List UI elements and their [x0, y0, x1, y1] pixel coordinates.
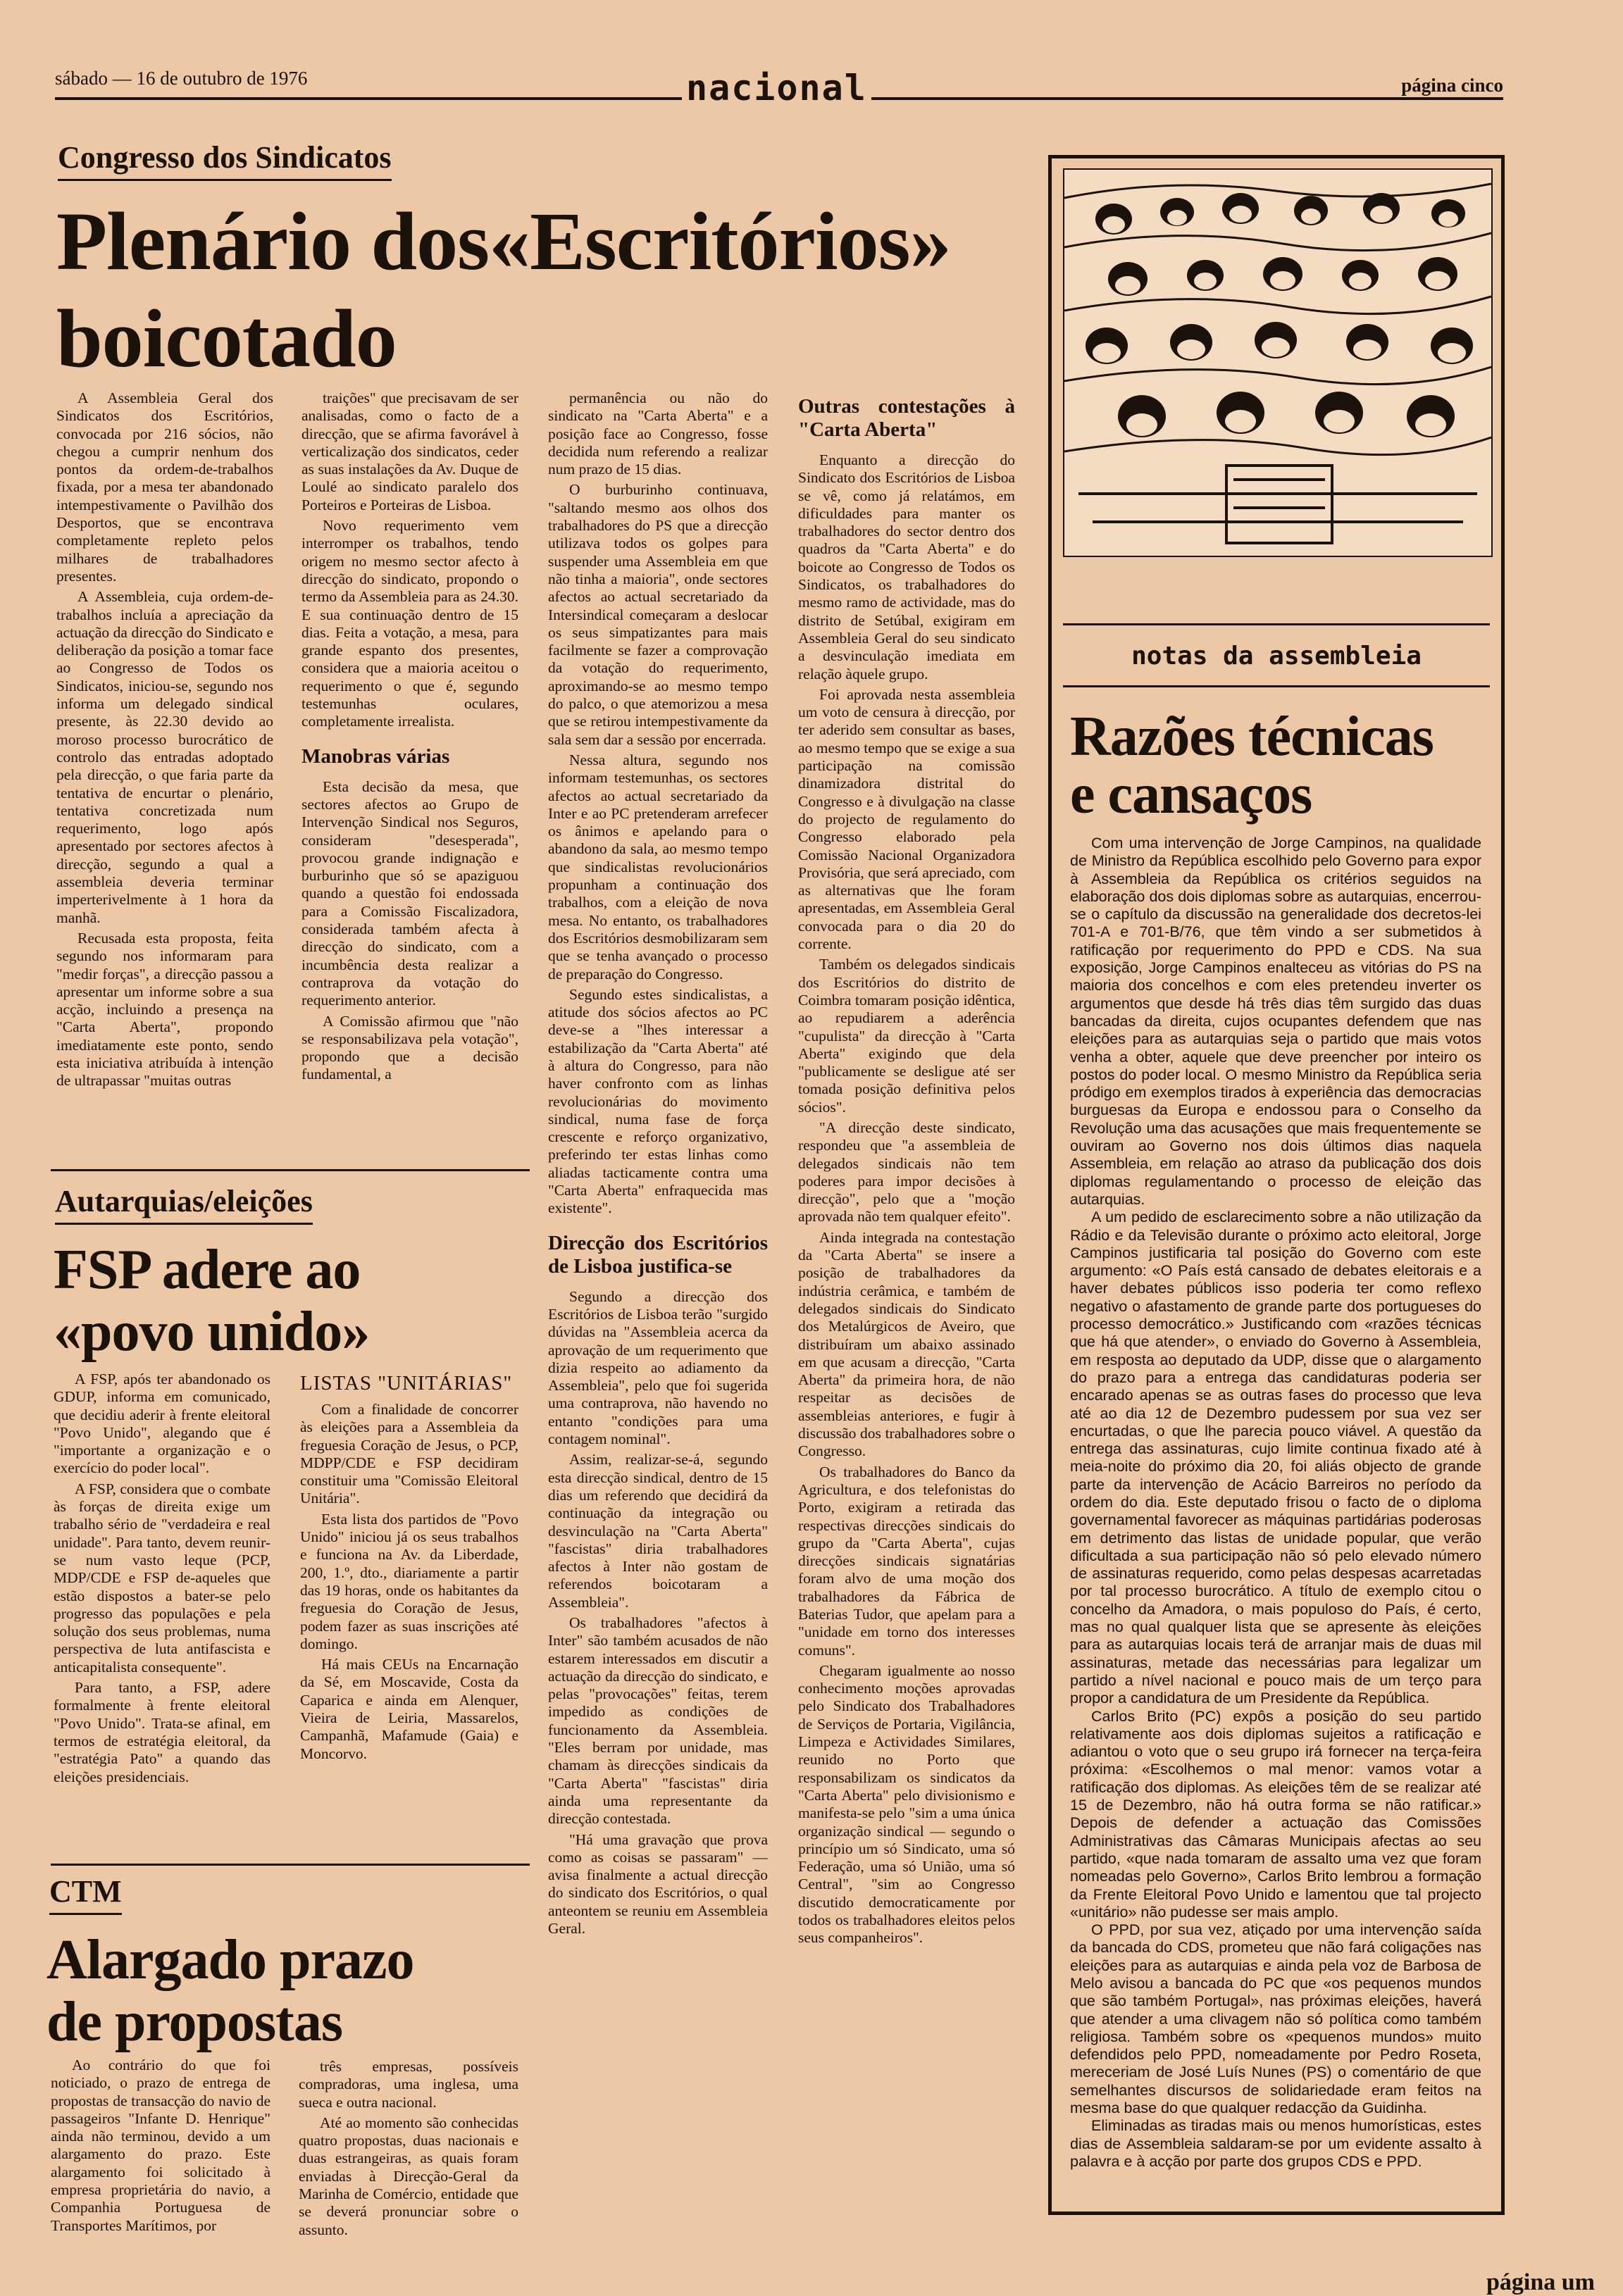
subhead-direccao: Direcção dos Escritórios de Lisboa justifica-se	[548, 1231, 768, 1278]
paragraph: Segundo a direcção dos Escritórios de Lisboa terão "surgido dúvidas na "Assembleia acerca da aprovação de um requerimento que dizia respeito ao adiamento da Assembleia", pelo que foi sugerida uma contraprova, não havendo no entanto "condições para uma contagem nominal".	[548, 1287, 768, 1448]
article2-kicker: Autarquias/eleições	[55, 1183, 313, 1225]
paragraph: Esta lista dos partidos de "Povo Unido" iniciou já os seus trabalhos e funciona na Av. da Liberdade, 200, 1.º, dto., diariamente a partir das 19 horas, onde os habitantes da freguesia do Coração de Jesus, podem fazer as suas inscrições até domingo.	[300, 1510, 518, 1652]
paragraph: Os trabalhadores do Banco da Agricultura, e dos telefonistas do Porto, exigiram a retirada das respectivas direcções sindicais do grupo da "Carta Aberta", cujas direcções sindicais signatárias foram alvo de uma moção dos trabalhadores da Fábrica de Baterias Tudor, que apelam para a "unidade em torno dos interesses comuns".	[798, 1463, 1015, 1659]
article1-kicker: Congresso dos Sindicatos	[58, 139, 392, 181]
paragraph: A FSP, considera que o combate às forças de direita exige um trabalho sério de "verdadeira e real unidade". Para tanto, devem reunir-se num vasto leque (PCP, MDP/CDE e FSP de-aqueles que estão dispostos a bater-se pelo progresso das populações e pela solução dos seus problemas, numa perspectiva de luta antifascista e anticapitalista consequente".	[54, 1480, 270, 1676]
paragraph: Há mais CEUs na Encarnação da Sé, em Moscavide, Costa da Caparica e ainda em Alenquer, Vieira de Leiria, Massarelos, Campanhã, Mafamude (Gaia) e Moncorvo.	[300, 1656, 518, 1762]
section-divider	[51, 1864, 530, 1866]
article2-column-2	[300, 1371, 518, 1853]
assembly-notes-box	[1048, 155, 1505, 2215]
article3-kicker: CTM	[49, 1873, 122, 1915]
paragraph: A Comissão afirmou que "não se responsabilizava pela votação", propondo que a decisão fundamental, a	[301, 1012, 518, 1083]
notes-rule-bottom	[1063, 685, 1490, 687]
sidebar-headline-line2: e cansaços	[1070, 763, 1312, 825]
cartoon-illustration	[1063, 168, 1493, 557]
paragraph: O PPD, por sua vez, atiçado por uma intervenção saída da bancada do CDS, prometeu que não fará coligações nas eleições para as autarquias e ainda pela voz de Barbosa de Melo avisou a bancada do PC que «os pequenos mundos que são também Portugal», nas próximas eleições, haverá que atender a uma clivagem não só política como também religiosa. Também sobre os «pequenos mundos» muito defendidos pelo PPD, nomeadamente por Pedro Roseta, mereceriam de José Luís Nunes (PS) o comentário de que semelhantes discursos de solidariedade eram feitos na mesma base do que qualquer redacção da Guidinha.	[1070, 1921, 1481, 2117]
paragraph: Também os delegados sindicais dos Escritórios do distrito de Coimbra tomaram posição idêntica, ao repudiarem a aderência "cupulista" da direcção à "Carta Aberta" exigindo que dela "publicamente se desligue até ser tomada posição definitiva pelos sócios".	[798, 956, 1015, 1116]
paragraph: "A direcção deste sindicato, respondeu que "a assembleia de delegados sindicais não tem poderes para impor decisões à direcção", pelo que a "moção aprovada não tem qualquer efeito".	[798, 1118, 1015, 1225]
article3-column-1	[51, 2057, 270, 2282]
sidebar-headline-line1: Razões técnicas	[1070, 706, 1434, 768]
paragraph: Chegaram igualmente ao nosso conhecimento moções aprovadas pelo Sindicato dos Trabalhadores de Serviços de Portaria, Vigilância, Limpeza e Actividades Similares, reunido no Porto que responsabilizam os sindicatos da "Carta Aberta" pelo divisionismo e manifesta-se pelo "sim a uma única organização sindical — segundo o princípio um só Sindicato, uma só Federação, uma só União, uma só Central", "sim ao Congresso discutido democraticamente por todos os trabalhadores eleitos pelos seus companheiros".	[798, 1661, 1015, 1947]
article1-column-1	[56, 389, 273, 1118]
paragraph: Os trabalhadores "afectos à Inter" são também acusados de não estarem interessados em discutir a actuação da direcção do sindicato, e pelas "provocações" feitas, terem impedido as condições de funcionamento da Assembleia. "Eles berram por unidade, mas chamam às direcções sindicais da "Carta Aberta" "fascistas" diria ainda uma representante da direcção contestada.	[548, 1614, 768, 1828]
issue-date: sábado — 16 de outubro de 1976	[55, 68, 308, 89]
article1-column-4	[798, 389, 1015, 2284]
subhead-listas: LISTAS "UNITÁRIAS"	[300, 1372, 513, 1395]
paragraph: Enquanto a direcção do Sindicato dos Escritórios de Lisboa se vê, como já relatámos, em dificuldades para manter os trabalhadores do sector dentro dos quadros da "Carta Aberta" e do boicote ao Congresso de Todos os Sindicatos, os trabalhadores do mesmo ramo de actividade, mas do distrito de Setúbal, exigiram em Assembleia Geral do seu sindicato a desvinculação imediata em relação àquele grupo.	[798, 451, 1015, 682]
paragraph: A Assembleia Geral dos Sindicatos dos Escritórios, convocada por 216 sócios, não chegou a cumprir nenhum dos pontos da ordem-de-trabalhos fixada, por a mesa ter abandonado intempestivamente o Pavilhão dos Desportos, que se encontrava completamente repleto pelos milhares de trabalhadores presentes.	[56, 389, 273, 585]
paragraph: três empresas, possíveis compradoras, uma inglesa, uma sueca e outra nacional.	[299, 2058, 518, 2111]
paragraph: Assim, realizar-se-á, segundo esta direcção sindical, dentro de 15 dias um referendo que decidirá da continuação da integração ou desvinculação na "Carta Aberta" "fascistas" diria trabalhadores afectos à Inter não gostam de referendos boicotaram a Assembleia".	[548, 1451, 768, 1611]
paragraph: Novo requerimento vem interromper os trabalhos, tendo origem no mesmo sector afecto à direcção do sindicato, propondo o termo da Assembleia para as 24.30. E sua continuação dentro de 15 dias. Feita a votação, a mesa, para grande espanto dos presentes, considera que a maioria aceitou o requerimento o que é, segundo testemunhas oculares, completamente irrealista.	[301, 517, 518, 730]
notes-label: notas da assembleia	[1131, 642, 1422, 670]
paragraph: Com a finalidade de concorrer às eleições para a Assembleia da freguesia Coração de Jesus, o PCP, MDPP/CDE e FSP decidiram constituir uma "Comissão Eleitoral Unitária".	[300, 1401, 518, 1507]
paragraph: Ao contrário do que foi noticiado, o prazo de entrega de propostas de transacção do navio de passageiros "Infante D. Henrique" ainda não terminou, devido a um alargamento do prazo. Este alargamento foi solicitado à empresa proprietária do navio, a Companhia Portuguesa de Transportes Marítimos, por	[51, 2057, 270, 2234]
sidebar-headline	[1070, 708, 1434, 823]
paragraph: A FSP, após ter abandonado os GDUP, informa em comunicado, que decidiu aderir à frente eleitoral "Povo Unido", alegando que é "importante a organização e o exercício do poder local".	[54, 1371, 270, 1477]
paragraph: Ainda integrada na contestação da "Carta Aberta" se insere a posição de trabalhadores da indústria cerâmica, e também de delegados sindicais do Sindicato dos Metalúrgicos de Aveiro, que distribuíram um abaixo assinado em que acusam a direcção, "Carta Aberta" da primeira hora, de não respeitar as decisões de assembleias anteriores, e fugir à discussão dos trabalhadores sobre o Congresso.	[798, 1228, 1015, 1460]
section-divider	[51, 1169, 530, 1171]
paragraph: permanência ou não do sindicato na "Carta Aberta" e a posição face ao Congresso, fosse decidida num referendo a realizar num prazo de 15 dias.	[548, 389, 768, 478]
article3-column-2	[299, 2058, 518, 2282]
paragraph: "Há uma gravação que prova como as coisas se passaram" — avisa finalmente a actual direcção do sindicato dos Escritórios, o qual anteontem se reuniu em Assembleia Geral.	[548, 1830, 768, 1938]
sidebar-body	[1070, 835, 1481, 2194]
subhead-outras: Outras contestações à "Carta Aberta"	[798, 395, 1015, 441]
cartoon-drawing	[1064, 170, 1491, 556]
paragraph: O burburinho continuava, "saltando mesmo aos olhos dos trabalhadores do PS que a direcção utilizava todos os golpes para suspender uma Assembleia em que não tinha a maioria", onde sectores afectos ao actual secretariado da Intersindical começaram a deslocar os seus simpatizantes para mais facilmente se fazer a comprovação da votação do requerimento, aproximando-se ao mesmo tempo do palco, o que atemorizou a mesa que se retirou intempestivamente da sala sem dar a sessão por encerrada.	[548, 481, 768, 748]
continued-page-label: página um	[1486, 2269, 1595, 2295]
paragraph: traições" que precisavam de ser analisadas, como o facto de a direcção, que se afirma favorável à verticalização dos sindicatos, ceder as suas instalações da Av. Duque de Loulé ao sindicato paralelo dos Porteiros e Porteiras de Lisboa.	[301, 389, 518, 513]
article2-column-1	[54, 1371, 270, 1853]
notes-rule-top	[1063, 623, 1490, 625]
article2-headline-line1: FSP adere ao	[54, 1239, 361, 1301]
paragraph: Até ao momento são conhecidas quatro propostas, duas nacionais e duas estrangeiras, as quais foram enviadas à Direcção-Geral da Marinha de Comércio, entidade que se deverá pronunciar sobre o assunto.	[299, 2114, 518, 2238]
paragraph: Com uma intervenção de Jorge Campinos, na qualidade de Ministro da República escolhido pelo Governo para expor à Assembleia da República os critérios seguidos na elaboração dos dois diplomas sobre as autarquias, encerrou-se o capítulo da discussão na generalidade dos decretos-lei 701-A e 701-B/76, que têm vindo a ser submetidos à ratificação por requerimento do PPD e CDS. Na sua exposição, Jorge Campinos enalteceu as vitórias do PS na maioria dos concelhos e com eles pretendeu inverter os argumentos que desde há três dias têm surgido das duas bancadas da direita, cujos ocupantes defendem que nas eleições para as autarquias seja o partido que mais votos venha a obter, aquele que deve preencher por inteiro os postos do poder local. O mesmo Ministro da República seria pródigo em exemplos tirados à experiência das democracias burguesas da Europa e endossou para o Conselho da Revolução uma das acusações que mais frequentemente se ouviram ao Governo nos dois últimos dias naquela Assembleia, em relação ao atraso da publicação dos dois diplomas regulamentando o processo de eleição das autarquias.	[1070, 835, 1481, 1208]
page-number: página cinco	[1401, 75, 1503, 96]
paragraph: A um pedido de esclarecimento sobre a não utilização da Rádio e da Televisão durante o próximo acto eleitoral, Jorge Campinos justificaria tal posição do Governo com este argumento: «O País está cansado de debates eleitorais e a haver debates públicos isso poderia ter como reflexo negativo o afastamento de grande parte dos portugueses do processo democrático.» Justificando com «razões técnicas que há que atender», o enviado do Governo à Assembleia, em resposta ao deputado da UDP, disse que o alargamento do prazo para a entrega das candidaturas poderia ser encarado apenas se as outras fases do processo que leva até ao dia 12 de Dezembro pudessem por sua vez ser encurtadas, o que lhe parecia pouco viável. A questão da entrega das assinaturas, cujo limite continua fixado até à meia-noite do próximo dia 20, foi aliás objecto de grande parte da intervenção de Acácio Barreiros no período da ordem do dia. Este deputado frisou o facto de o diploma governamental favorecer as máquinas partidárias poderosas em detrimento das listas de unidade popular, que verão dificultada a sua participação não só pelo elevado número de assinaturas requerido, como pelas despesas acarretadas por tal processo burocrático. A título de exemplo citou o concelho da Amadora, o mais populoso do País, é certo, mas no qual qualquer lista que se apresente às eleições para as autarquias locais terá de arranjar mais de duas mil assinaturas, metade das necessárias para legalizar um partido a nível nacional e pouco mais de um terço para propor a candidatura de um Presidente da República.	[1070, 1209, 1481, 1707]
article3-headline-line2: de propostas	[46, 1991, 342, 2053]
article1-headline-line2: boicotado	[56, 292, 397, 385]
paragraph: Esta decisão da mesa, que sectores afectos ao Grupo de Intervenção Sindical nos Seguros, consideram "desesperada", provocou grande indignação e burburinho que só se apaziguou quando a questão foi endossada para a Comissão Fiscalizadora, considerada também afecta à direcção do sindicato, com a incumbência desta realizar a contraprova da votação do requerimento anterior.	[301, 778, 518, 1009]
paragraph: Nessa altura, segundo nos informam testemunhas, os sectores afectos ao actual secretariado da Inter e ao PC pretenderam arrefecer os ânimos e apelando para o abandono da sala, ao mesmo tempo que sindicalistas revolucionários propunham a continuação dos trabalhos, com a eleição de nova mesa. No entanto, os trabalhadores dos Escritórios desmobilizaram sem que se tenha avançado o processo de preparação do Congresso.	[548, 751, 768, 982]
article3-headline-line1: Alargado prazo	[46, 1929, 414, 1991]
subhead-manobras: Manobras várias	[301, 744, 450, 768]
paragraph: Para tanto, a FSP, adere formalmente à frente eleitoral "Povo Unido". Trata-se afinal, em termos de estratégia eleitoral, da "estratégia Pato" a quando das eleições presidenciais.	[54, 1679, 270, 1785]
article1-column-3	[548, 389, 768, 2284]
paragraph: Carlos Brito (PC) expôs a posição do seu partido relativamente aos dois diplomas sujeitos a ratificação e adiantou o voto que o seu grupo irá fornecer na terça-feira próxima: «Escolhemos o mal menor: vamos votar a ratificação dos diplomas. As eleições têm de se realizar até 15 de Dezembro, não há outra forma se não ratificar.» Depois de defender a actuação das Comissões Administrativas das Câmaras Municipais afectas ao seu partido, «que nada tomaram de assalto uma vez que foram nomeadas pelo Governo», Carlos Brito lembrou a formação da Frente Eleitoral Povo Unido e lamentou que tal projecto «unitário» não pudesse ser mais amplo.	[1070, 1707, 1481, 1921]
article2-headline-line2: «povo unido»	[54, 1301, 370, 1363]
article1-headline-line1: Plenário dos«Escritórios»	[56, 195, 951, 287]
paragraph: Eliminadas as tiradas mais ou menos humorísticas, estes dias de Assembleia saldaram-se por um evidente assalto à palavra e à acção por parte dos grupos CDS e PPD.	[1070, 2117, 1481, 2170]
paragraph: Recusada esta proposta, feita segundo nos informaram para "medir forças", a direcção passou a apresentar um informe sobre a sua acção, incluindo a presença na "Carta Aberta", propondo imediatamente este ponto, sendo esta iniciativa atribuída à intenção de ultrapassar "muitas outras	[56, 929, 273, 1090]
section-title: nacional	[682, 70, 871, 106]
paragraph: Segundo estes sindicalistas, a atitude dos sócios afectos ao PC deve-se a "lhes interessar a estabilização da "Carta Aberta" até à altura do Congresso, para não haver confronto com as linhas revolucionárias do movimento sindical, numa fase de força crescente e reforço organizativo, preferindo ter estas linhas como aliadas tacticamente contra uma "Carta Aberta" enfraquecida mas existente".	[548, 985, 768, 1217]
paragraph: Foi aprovada nesta assembleia um voto de censura à direcção, por ter aderido sem consultar as bases, ao mesmo tempo que se exige a sua participação na comissão dinamizadora distrital do Congresso e à divulgação na classe do projecto de regulamento do Congresso elaborado pela Comissão Nacional Organizadora Provisória, que será apreciado, com as alternativas que lhe foram apresentadas, em Assembleia Geral convocada para o dia 20 do corrente.	[798, 685, 1015, 953]
paragraph: A Assembleia, cuja ordem-de-trabalhos incluía a apreciação da actuação da direcção do Sindicato e deliberação da posição a tomar face ao Congresso de Todos os Sindicatos, iniciou-se, segundo nos informa um delegado sindical presente, às 22.30 devido ao moroso processo burocrático de controlo das entradas adoptado pela direcção, o que faria parte da tentativa de encurtar o plenário, tentativa concretizada num requerimento, logo após apresentado por sectores afectos à direcção, segundo a qual a assembleia deveria terminar imperterivelmente à 1 hora da manhã.	[56, 588, 273, 926]
article1-column-2	[301, 389, 518, 1159]
